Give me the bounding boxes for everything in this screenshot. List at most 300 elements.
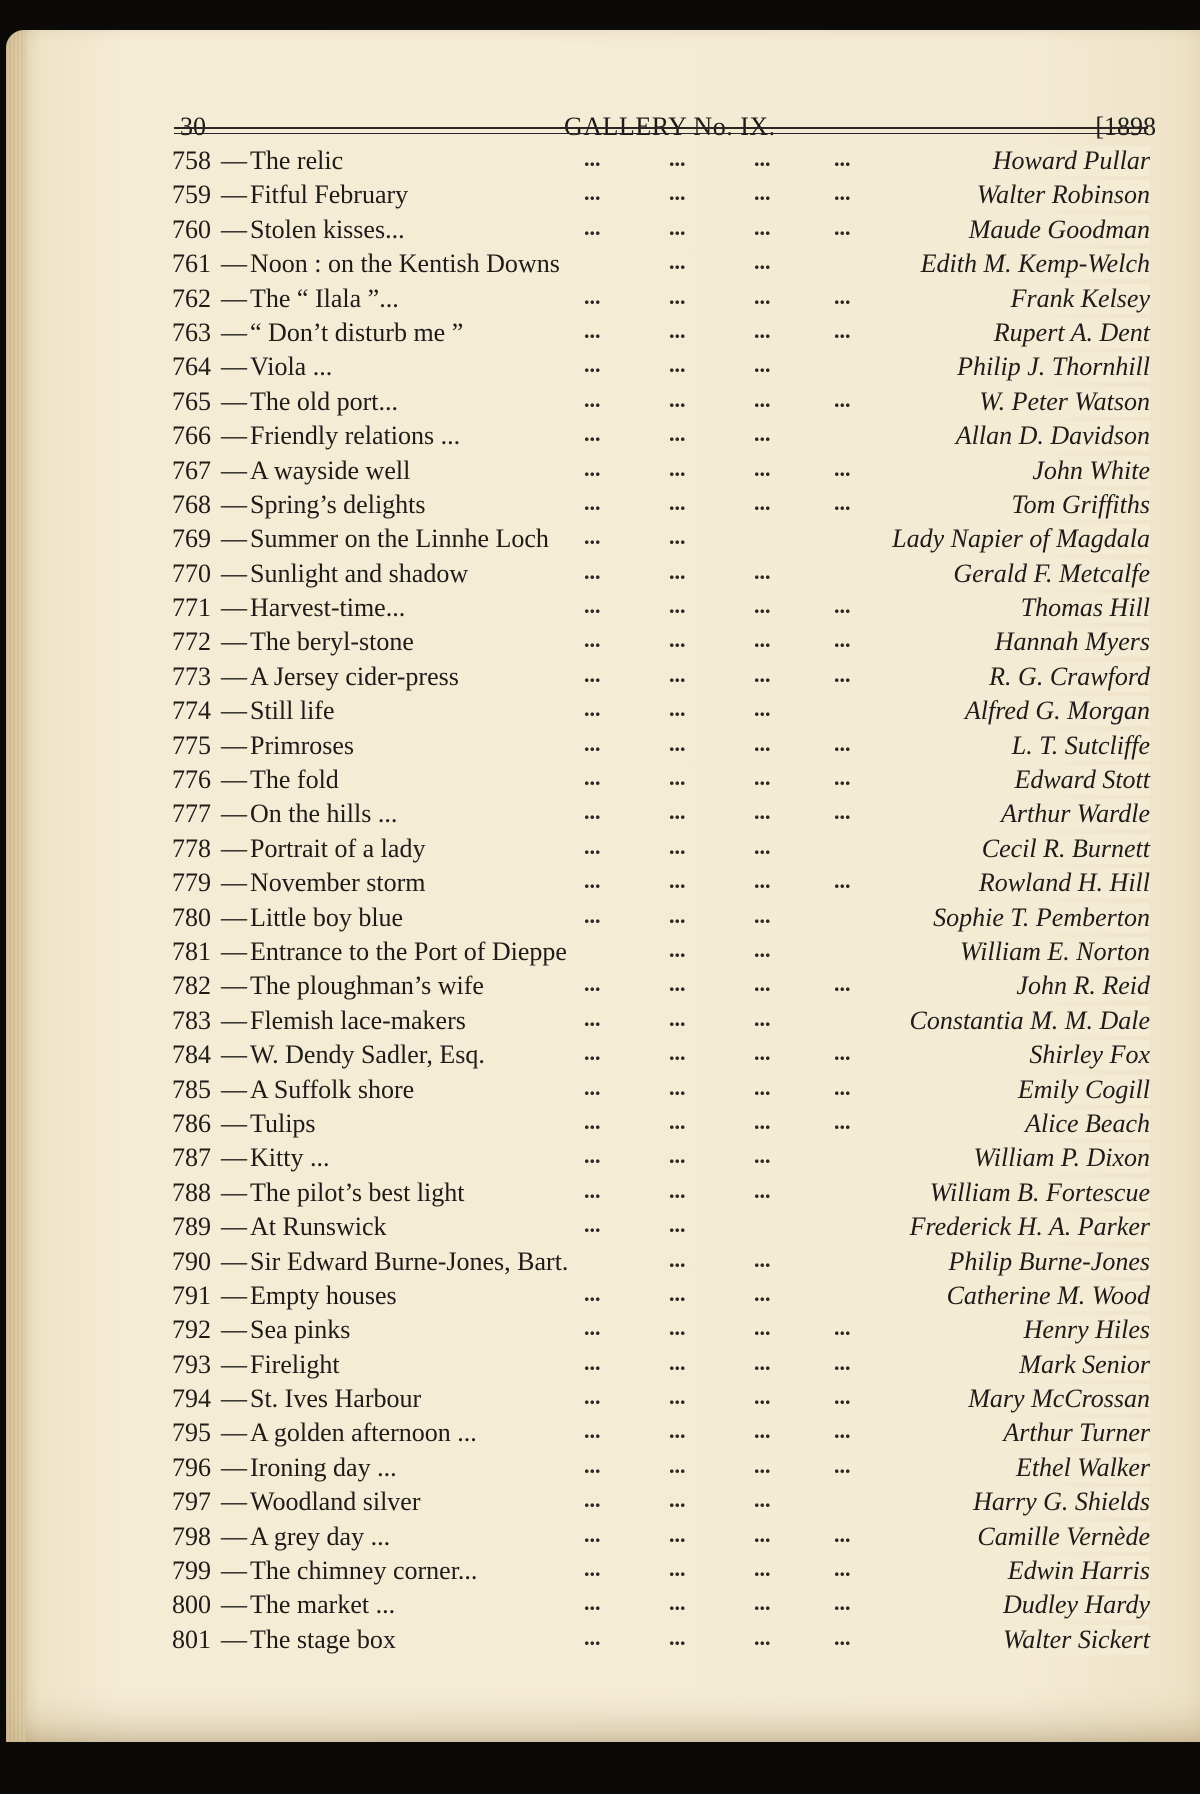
entry-dash: — [221,1487,247,1517]
leader-dots: ... [584,1556,601,1582]
entry-artist: Henry Hiles [1016,1315,1150,1345]
entry-title: November storm [250,868,426,898]
entry-dash: — [221,661,247,691]
catalogue-entry [164,1519,1150,1553]
entry-title: On the hills ... [250,799,398,829]
leader-dots: ... [754,317,771,343]
entry-number: 791 [172,1280,211,1310]
entry-artist: William B. Fortescue [922,1178,1150,1208]
entry-number: 764 [172,352,211,382]
entry-number: 792 [172,1315,211,1345]
leader-dots: ... [669,1384,686,1410]
leader-dots: ... [669,180,686,206]
leader-dots: ... [834,1590,851,1616]
leader-dots: ... [584,1315,601,1341]
entry-artist: Rupert A. Dent [986,318,1150,348]
entry-title: The chimney corner... [250,1556,478,1586]
entry-title: Friendly relations ... [250,421,461,451]
leader-dots: ... [584,180,601,206]
entry-number: 800 [172,1590,211,1620]
leader-dots: ... [584,455,601,481]
catalogue-entry [164,934,1150,968]
entry-title: Harvest-time... [250,593,406,623]
leader-dots: ... [754,1177,771,1203]
leader-dots: ... [584,1074,601,1100]
leader-dots: ... [754,593,771,619]
entry-artist: Cecil R. Burnett [974,834,1150,864]
leader-dots: ... [834,489,851,515]
leader-dots: ... [834,765,851,791]
catalogue-entry [164,453,1150,487]
entry-title: Stolen kisses... [250,214,405,244]
entry-title: Spring’s delights [250,489,426,519]
catalogue-entry [164,1037,1150,1071]
page-edge [6,30,26,1742]
catalogue-entry [164,1140,1150,1174]
leader-dots: ... [584,1452,601,1478]
leader-dots: ... [754,455,771,481]
leader-dots: ... [669,593,686,619]
leader-dots: ... [584,524,601,550]
entry-title: Sea pinks [250,1315,351,1345]
entry-title: A golden afternoon ... [250,1418,477,1448]
catalogue-entry [164,728,1150,762]
entry-number: 772 [172,627,211,657]
entry-number: 758 [172,146,211,175]
entry-number: 782 [172,971,211,1001]
entry-artist: Emily Cogill [1010,1075,1150,1105]
leader-dots: ... [669,386,686,412]
entry-dash: — [221,868,247,898]
catalogue-entry [164,693,1150,727]
catalogue-entry [164,1450,1150,1484]
leader-dots: ... [669,1280,686,1306]
leader-dots: ... [834,1418,851,1444]
leader-dots: ... [669,214,686,240]
catalogue-entry [164,1003,1150,1037]
leader-dots: ... [754,833,771,859]
leader-dots: ... [669,1074,686,1100]
catalogue-entry [164,831,1150,865]
leader-dots: ... [754,283,771,309]
leader-dots: ... [754,1452,771,1478]
entry-title: Ironing day ... [250,1452,397,1482]
entry-dash: — [221,489,247,519]
entry-number: 783 [172,1005,211,1035]
entry-title: A Suffolk shore [250,1074,415,1104]
leader-dots: ... [584,593,601,619]
leader-dots: ... [669,1590,686,1616]
entry-title: A wayside well [250,455,411,485]
entry-number: 770 [172,558,211,588]
entry-title: “ Don’t disturb me ” [250,317,464,347]
entry-title: Noon : on the Kentish Downs [250,249,560,279]
entry-artist: Lady Napier of Magdala [884,524,1150,554]
header-rule-thick [174,127,1148,129]
leader-dots: ... [834,386,851,412]
leader-dots: ... [584,1280,601,1306]
entry-artist: Dudley Hardy [995,1590,1150,1620]
leader-dots: ... [834,799,851,825]
leader-dots: ... [754,971,771,997]
entry-dash: — [221,180,247,210]
catalogue-entry [164,1106,1150,1140]
leader-dots: ... [669,352,686,378]
entry-title: Tulips [250,1108,316,1138]
page-number: 30 [180,112,206,141]
entry-dash: — [221,214,247,244]
entry-number: 790 [172,1246,211,1276]
entry-dash: — [221,249,247,279]
leader-dots: ... [584,317,601,343]
entry-title: The ploughman’s wife [250,971,484,1001]
leader-dots: ... [834,1040,851,1066]
leader-dots: ... [754,1418,771,1444]
leader-dots: ... [584,696,601,722]
leader-dots: ... [584,1349,601,1375]
entry-dash: — [221,1280,247,1310]
entry-number: 786 [172,1108,211,1138]
catalogue-entry [164,384,1150,418]
entry-artist: John White [1024,456,1150,486]
entry-dash: — [221,524,247,554]
entry-dash: — [221,1143,247,1173]
entry-dash: — [221,1108,247,1138]
catalogue-entry [164,212,1150,246]
entry-number: 777 [172,799,211,829]
leader-dots: ... [834,180,851,206]
catalogue-entry [164,900,1150,934]
entry-artist: Gerald F. Metcalfe [945,559,1150,589]
leader-dots: ... [754,352,771,378]
entry-dash: — [221,1074,247,1104]
entry-dash: — [221,1177,247,1207]
entry-title: A Jersey cider-press [250,661,459,691]
leader-dots: ... [754,180,771,206]
leader-dots: ... [834,593,851,619]
leader-dots: ... [669,1177,686,1203]
leader-dots: ... [669,696,686,722]
leader-dots: ... [754,627,771,653]
leader-dots: ... [834,317,851,343]
entry-dash: — [221,317,247,347]
entry-title: The “ Ilala ”... [250,283,399,313]
entry-artist: Camille Vernède [969,1522,1150,1552]
entry-title: The relic [250,146,344,175]
entry-title: Firelight [250,1349,340,1379]
entry-title: Kitty ... [250,1143,330,1173]
leader-dots: ... [834,146,851,171]
entry-number: 785 [172,1074,211,1104]
catalogue-entry [164,1072,1150,1106]
leader-dots: ... [834,1074,851,1100]
catalogue-entry [164,762,1150,796]
leader-dots: ... [834,214,851,240]
leader-dots: ... [754,558,771,584]
leader-dots: ... [834,1349,851,1375]
entry-artist: Frank Kelsey [1003,284,1150,314]
entry-number: 796 [172,1452,211,1482]
leader-dots: ... [584,1418,601,1444]
leader-dots: ... [584,833,601,859]
leader-dots: ... [669,524,686,550]
leader-dots: ... [669,799,686,825]
catalogue-entry [164,968,1150,1002]
entry-dash: — [221,627,247,657]
catalogue-entries [164,143,1150,1656]
entry-dash: — [221,558,247,588]
entry-artist: Catherine M. Wood [939,1281,1150,1311]
entry-dash: — [221,421,247,451]
catalogue-entry [164,1553,1150,1587]
entry-title: St. Ives Harbour [250,1384,422,1414]
leader-dots: ... [754,1590,771,1616]
leader-dots: ... [754,249,771,275]
leader-dots: ... [669,1246,686,1272]
leader-dots: ... [754,1280,771,1306]
leader-dots: ... [754,146,771,171]
leader-dots: ... [669,283,686,309]
entry-artist: Howard Pullar [985,146,1150,176]
entry-artist: W. Peter Watson [971,387,1150,417]
entry-number: 787 [172,1143,211,1173]
leader-dots: ... [669,1521,686,1547]
entry-artist: Tom Griffiths [1004,490,1150,520]
entry-number: 778 [172,833,211,863]
leader-dots: ... [669,317,686,343]
catalogue-entry [164,487,1150,521]
entry-dash: — [221,1452,247,1482]
leader-dots: ... [834,730,851,756]
leader-dots: ... [584,283,601,309]
leader-dots: ... [669,1349,686,1375]
leader-dots: ... [669,730,686,756]
leader-dots: ... [584,1590,601,1616]
entry-number: 797 [172,1487,211,1517]
entry-artist: Walter Sickert [995,1625,1150,1655]
entry-dash: — [221,765,247,795]
entry-artist: Sophie T. Pemberton [925,903,1150,933]
catalogue-entry [164,1347,1150,1381]
leader-dots: ... [754,1521,771,1547]
entry-number: 765 [172,386,211,416]
leader-dots: ... [754,1349,771,1375]
leader-dots: ... [669,1315,686,1341]
catalogue-entry [164,143,1150,177]
catalogue-entry [164,1278,1150,1312]
entry-artist: John R. Reid [1008,971,1150,1001]
entry-dash: — [221,386,247,416]
leader-dots: ... [834,1624,851,1650]
entry-title: The stage box [250,1624,396,1654]
leader-dots: ... [669,765,686,791]
entry-number: 773 [172,661,211,691]
leader-dots: ... [754,1246,771,1272]
catalogue-entry [164,1312,1150,1346]
entry-number: 761 [172,249,211,279]
entry-artist: Alfred G. Morgan [957,696,1150,726]
leader-dots: ... [584,971,601,997]
leader-dots: ... [669,833,686,859]
leader-dots: ... [754,1624,771,1650]
catalogue-entry [164,1209,1150,1243]
leader-dots: ... [669,1143,686,1169]
entry-dash: — [221,1384,247,1414]
leader-dots: ... [584,730,601,756]
entry-title: Sir Edward Burne-Jones, Bart. [250,1246,569,1276]
catalogue-entry [164,865,1150,899]
leader-dots: ... [584,765,601,791]
leader-dots: ... [669,1487,686,1513]
catalogue-entry [164,590,1150,624]
leader-dots: ... [754,696,771,722]
leader-dots: ... [669,1212,686,1238]
entry-dash: — [221,936,247,966]
catalogue-entry [164,1244,1150,1278]
catalogue-entry [164,1484,1150,1518]
leader-dots: ... [669,936,686,962]
entry-number: 775 [172,730,211,760]
entry-artist: Alice Beach [1017,1109,1150,1139]
entry-artist: Edward Stott [1006,765,1150,795]
entry-number: 788 [172,1177,211,1207]
leader-dots: ... [669,971,686,997]
entry-artist: William E. Norton [952,937,1150,967]
leader-dots: ... [669,902,686,928]
leader-dots: ... [584,1487,601,1513]
entry-number: 779 [172,868,211,898]
leader-dots: ... [834,1108,851,1134]
catalogue-entry [164,177,1150,211]
entry-title: The market ... [250,1590,396,1620]
entry-dash: — [221,971,247,1001]
leader-dots: ... [584,214,601,240]
entry-title: Little boy blue [250,902,404,932]
entry-artist: Hannah Myers [987,627,1150,657]
entry-number: 799 [172,1556,211,1586]
entry-number: 767 [172,455,211,485]
entry-number: 793 [172,1349,211,1379]
entry-artist: Constantia M. M. Dale [902,1006,1151,1036]
entry-title: A grey day ... [250,1521,391,1551]
entry-artist: Philip Burne-Jones [941,1247,1150,1277]
entry-artist: Arthur Turner [995,1418,1150,1448]
entry-number: 795 [172,1418,211,1448]
leader-dots: ... [584,627,601,653]
entry-title: At Runswick [250,1212,387,1242]
leader-dots: ... [669,1556,686,1582]
entry-artist: Mark Senior [1011,1350,1150,1380]
entry-dash: — [221,593,247,623]
entry-artist: Ethel Walker [1008,1453,1150,1483]
catalogue-entry [164,1381,1150,1415]
leader-dots: ... [669,1005,686,1031]
leader-dots: ... [834,1521,851,1547]
entry-title: The pilot’s best light [250,1177,465,1207]
leader-dots: ... [669,1452,686,1478]
leader-dots: ... [834,1556,851,1582]
entry-dash: — [221,799,247,829]
entry-title: Primroses [250,730,354,760]
leader-dots: ... [754,799,771,825]
leader-dots: ... [584,1177,601,1203]
leader-dots: ... [584,1143,601,1169]
entry-title: Viola ... [250,352,333,382]
leader-dots: ... [754,902,771,928]
leader-dots: ... [669,249,686,275]
entry-artist: Thomas Hill [1013,593,1150,623]
entry-number: 798 [172,1521,211,1551]
leader-dots: ... [669,1040,686,1066]
entry-number: 766 [172,421,211,451]
leader-dots: ... [669,868,686,894]
entry-dash: — [221,146,247,175]
catalogue-entry [164,659,1150,693]
leader-dots: ... [834,1315,851,1341]
leader-dots: ... [834,1452,851,1478]
leader-dots: ... [834,627,851,653]
entry-number: 768 [172,489,211,519]
leader-dots: ... [584,1384,601,1410]
entry-dash: — [221,1590,247,1620]
catalogue-entry [164,624,1150,658]
leader-dots: ... [754,936,771,962]
entry-artist: Harry G. Shields [965,1487,1150,1517]
leader-dots: ... [754,214,771,240]
leader-dots: ... [669,146,686,171]
leader-dots: ... [584,1624,601,1650]
leader-dots: ... [754,1384,771,1410]
catalogue-entry [164,556,1150,590]
entry-artist: R. G. Crawford [981,662,1150,692]
leader-dots: ... [754,1315,771,1341]
leader-dots: ... [834,971,851,997]
catalogue-entry [164,1415,1150,1449]
entry-artist: Edwin Harris [1000,1556,1150,1586]
leader-dots: ... [754,1074,771,1100]
entry-title: Summer on the Linnhe Loch [250,524,549,554]
entry-number: 776 [172,765,211,795]
leader-dots: ... [754,489,771,515]
leader-dots: ... [834,1384,851,1410]
leader-dots: ... [584,1040,601,1066]
entry-title: The beryl-stone [250,627,414,657]
entry-artist: Frederick H. A. Parker [902,1212,1150,1242]
entry-number: 762 [172,283,211,313]
leader-dots: ... [834,868,851,894]
entry-title: Entrance to the Port of Dieppe [250,936,567,966]
entry-artist: Walter Robinson [969,180,1150,210]
leader-dots: ... [754,421,771,447]
entry-artist: Maude Goodman [961,215,1150,245]
leader-dots: ... [584,799,601,825]
catalogue-entry [164,1622,1150,1656]
year-label: [1898 [1095,112,1156,141]
leader-dots: ... [669,455,686,481]
entry-dash: — [221,696,247,726]
entry-artist: Rowland H. Hill [971,868,1150,898]
leader-dots: ... [669,1108,686,1134]
leader-dots: ... [669,627,686,653]
catalogue-entry [164,246,1150,280]
entry-number: 774 [172,696,211,726]
entry-number: 759 [172,180,211,210]
leader-dots: ... [834,661,851,687]
entry-artist: Shirley Fox [1021,1040,1150,1070]
entry-dash: — [221,833,247,863]
entry-number: 784 [172,1040,211,1070]
catalogue-entry [164,349,1150,383]
